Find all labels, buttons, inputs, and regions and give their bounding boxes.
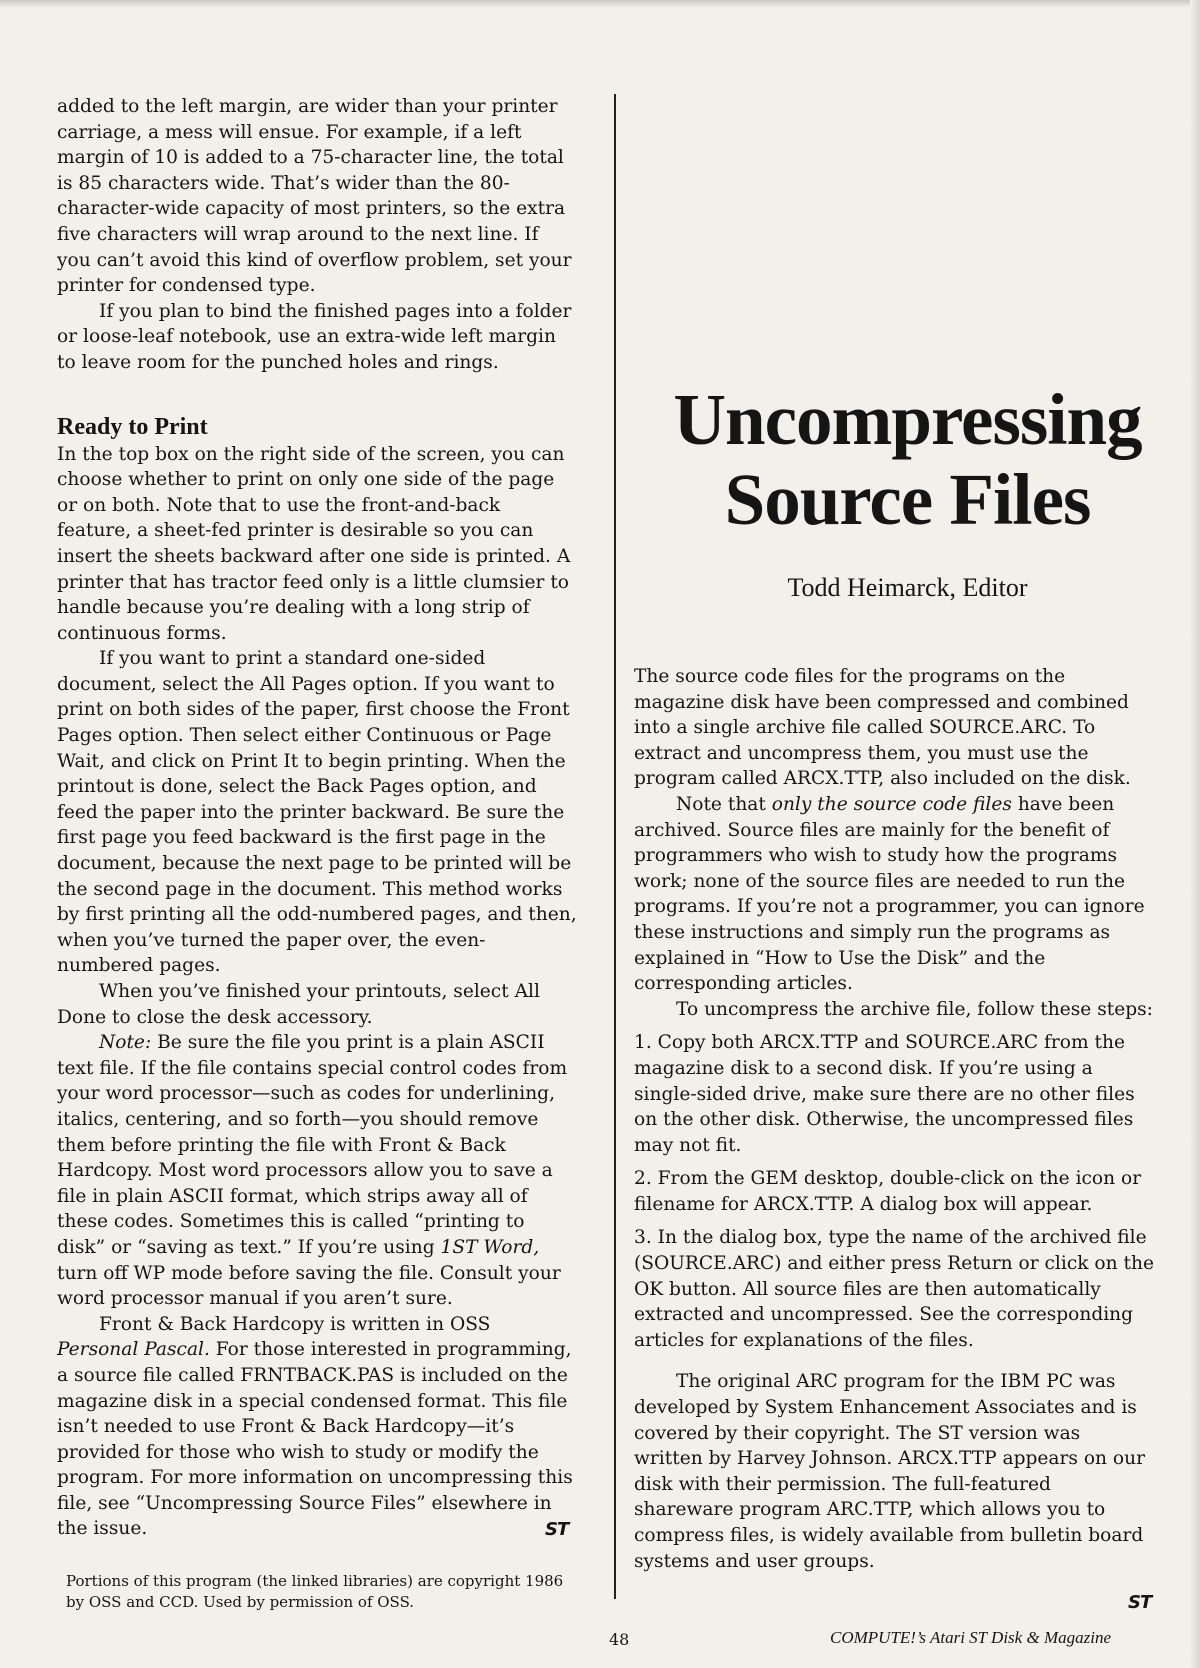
article-paragraph-2 bbox=[634, 792, 1154, 997]
step-1: 1. Copy both ARCX.TTP and SOURCE.ARC from the magazine disk to a second disk. If you’re using a single-sided drive, make sure there are no other files on the other disk. Otherwise, the uncompressed files may not fit. bbox=[634, 1032, 1135, 1156]
note-label: Note: bbox=[99, 1032, 152, 1054]
final-italic: Personal Pascal. bbox=[57, 1339, 210, 1361]
page-right-edge bbox=[1190, 0, 1200, 1668]
running-footer: COMPUTE!’s Atari ST Disk & Magazine bbox=[830, 1628, 1111, 1647]
article-paragraph-4: The original ARC program for the IBM PC was developed by System Enhancement Associates and is covered by their copyright. The ST version was written by Harvey Johnson. ARCX.TTP appears on our disk with their permission. The full-featured shareware program ARC.TTP, which allows you to compress files, is widely available from bulletin board systems and user groups. bbox=[634, 1371, 1145, 1572]
left-paragraph-2: If you plan to bind the finished pages into a folder or loose-leaf notebook, use an extra-wide left margin to leave room for the punched holes and rings. bbox=[57, 300, 572, 373]
left-column bbox=[57, 94, 577, 1542]
page-top-shadow bbox=[0, 0, 1200, 8]
note-italic: 1ST Word, bbox=[440, 1236, 540, 1258]
note-paragraph bbox=[57, 1030, 577, 1312]
page-number: 48 bbox=[609, 1630, 630, 1649]
article-paragraph-3: To uncompress the archive file, follow these steps: bbox=[676, 998, 1153, 1020]
section-paragraph-1: In the top box on the right side of the screen, you can choose whether to print on only one side of the page or on both. Note that to use the front-and-back feature, a sheet-fed printer is desirable so you can insert the sheets backward after one side is printed. A printer that has tractor feed only is a little clumsier to handle because you’re dealing with a long strip of continuous forms. bbox=[57, 443, 571, 644]
p2-text-b: have been archived. Source files are mainly for the benefit of programmers who wish to study how the programs work; none of the source files are needed to run the programs. If you’re not a programmer, you can ignore these instructions and simply run the programs as explained in “How to Use the Disk” and the corresponding articles. bbox=[634, 793, 1145, 995]
section-paragraph-3: When you’ve finished your printouts, select All Done to close the desk accessory. bbox=[57, 981, 540, 1028]
note-text-1: Be sure the file you print is a plain ASCII text file. If the file contains special control codes from your word processor—such as codes for underlining, italics, centering, and so forth—you should remove them before printing the file with Front & Back Hardcopy. Most word processors allow you to save a file in plain ASCII format, which strips away all of these codes. Sometimes this is called “printing to disk” or “saving as text.” If you’re using bbox=[57, 1032, 568, 1258]
final-text-2: For those interested in programming, a source file called FRNTBACK.PAS is included on the magazine disk in a special condensed format. This file isn’t needed to use Front & Back Hardcopy—it’s provided for those who wish to study or modify the program. For more information on uncompressing this file, see “Uncompressing Source Files” elsewhere in the issue. bbox=[57, 1339, 573, 1540]
step-3: 3. In the dialog box, type the name of the archived file (SOURCE.ARC) and either press Return or click on the OK button. All source files are then automatically extracted and uncompressed. See the corresponding articles for explanations of the files. bbox=[634, 1227, 1154, 1351]
article-byline: Todd Heimarck, Editor bbox=[787, 573, 1028, 602]
article-title bbox=[615, 380, 1200, 540]
footnote: Portions of this program (the linked libraries) are copyright 1986 by OSS and CCD. Used by permission of OSS. bbox=[66, 1572, 564, 1611]
title-line-1: Uncompressing bbox=[673, 379, 1142, 460]
column-divider bbox=[614, 94, 616, 1599]
end-mark-right: ST bbox=[1128, 1592, 1152, 1613]
section-heading: Ready to Print bbox=[57, 413, 208, 440]
step-2: 2. From the GEM desktop, double-click on the icon or filename for ARCX.TTP. A dialog box will appear. bbox=[634, 1168, 1142, 1215]
p2-italic: only the source code files bbox=[771, 793, 1012, 815]
right-column bbox=[634, 664, 1154, 1574]
article-paragraph-1: The source code files for the programs on the magazine disk have been compressed and combined into a single archive file called SOURCE.ARC. To extract and uncompress them, you must use the program called ARCX.TTP, also included on the disk. bbox=[634, 666, 1131, 790]
final-text-1: Front & Back Hardcopy is written in OSS bbox=[99, 1313, 491, 1335]
end-mark-left: ST bbox=[545, 1519, 569, 1540]
left-paragraph-1: added to the left margin, are wider than your printer carriage, a mess will ensue. For example, if a left margin of 10 is added to a 75-character line, the total is 85 characters wide. That’s wider than the 80-character-wide capacity of most printers, so the extra five characters will wrap around to the next line. If you can’t avoid this kind of overflow problem, set your printer for condensed type. bbox=[57, 96, 572, 297]
title-line-2: Source Files bbox=[724, 459, 1091, 540]
final-paragraph bbox=[57, 1312, 577, 1542]
section-paragraph-2: If you want to print a standard one-sided document, select the All Pages option. If you want to print on both sides of the paper, first choose the Front Pages option. Then select either Continuous or Page Wait, and click on Print It to begin printing. When the printout is done, select the Back Pages option, and feed the paper into the printer backward. Be sure the first page you feed backward is the first page in the document, because the next page to be printed will be the second page in the document. This method works by first printing all the odd-numbered pages, and then, when you’ve turned the paper over, the even-numbered pages. bbox=[57, 648, 577, 977]
p2-text-a: Note that bbox=[676, 793, 772, 815]
note-text-2: turn off WP mode before saving the file. Consult your word processor manual if you aren’t sure. bbox=[57, 1262, 561, 1310]
